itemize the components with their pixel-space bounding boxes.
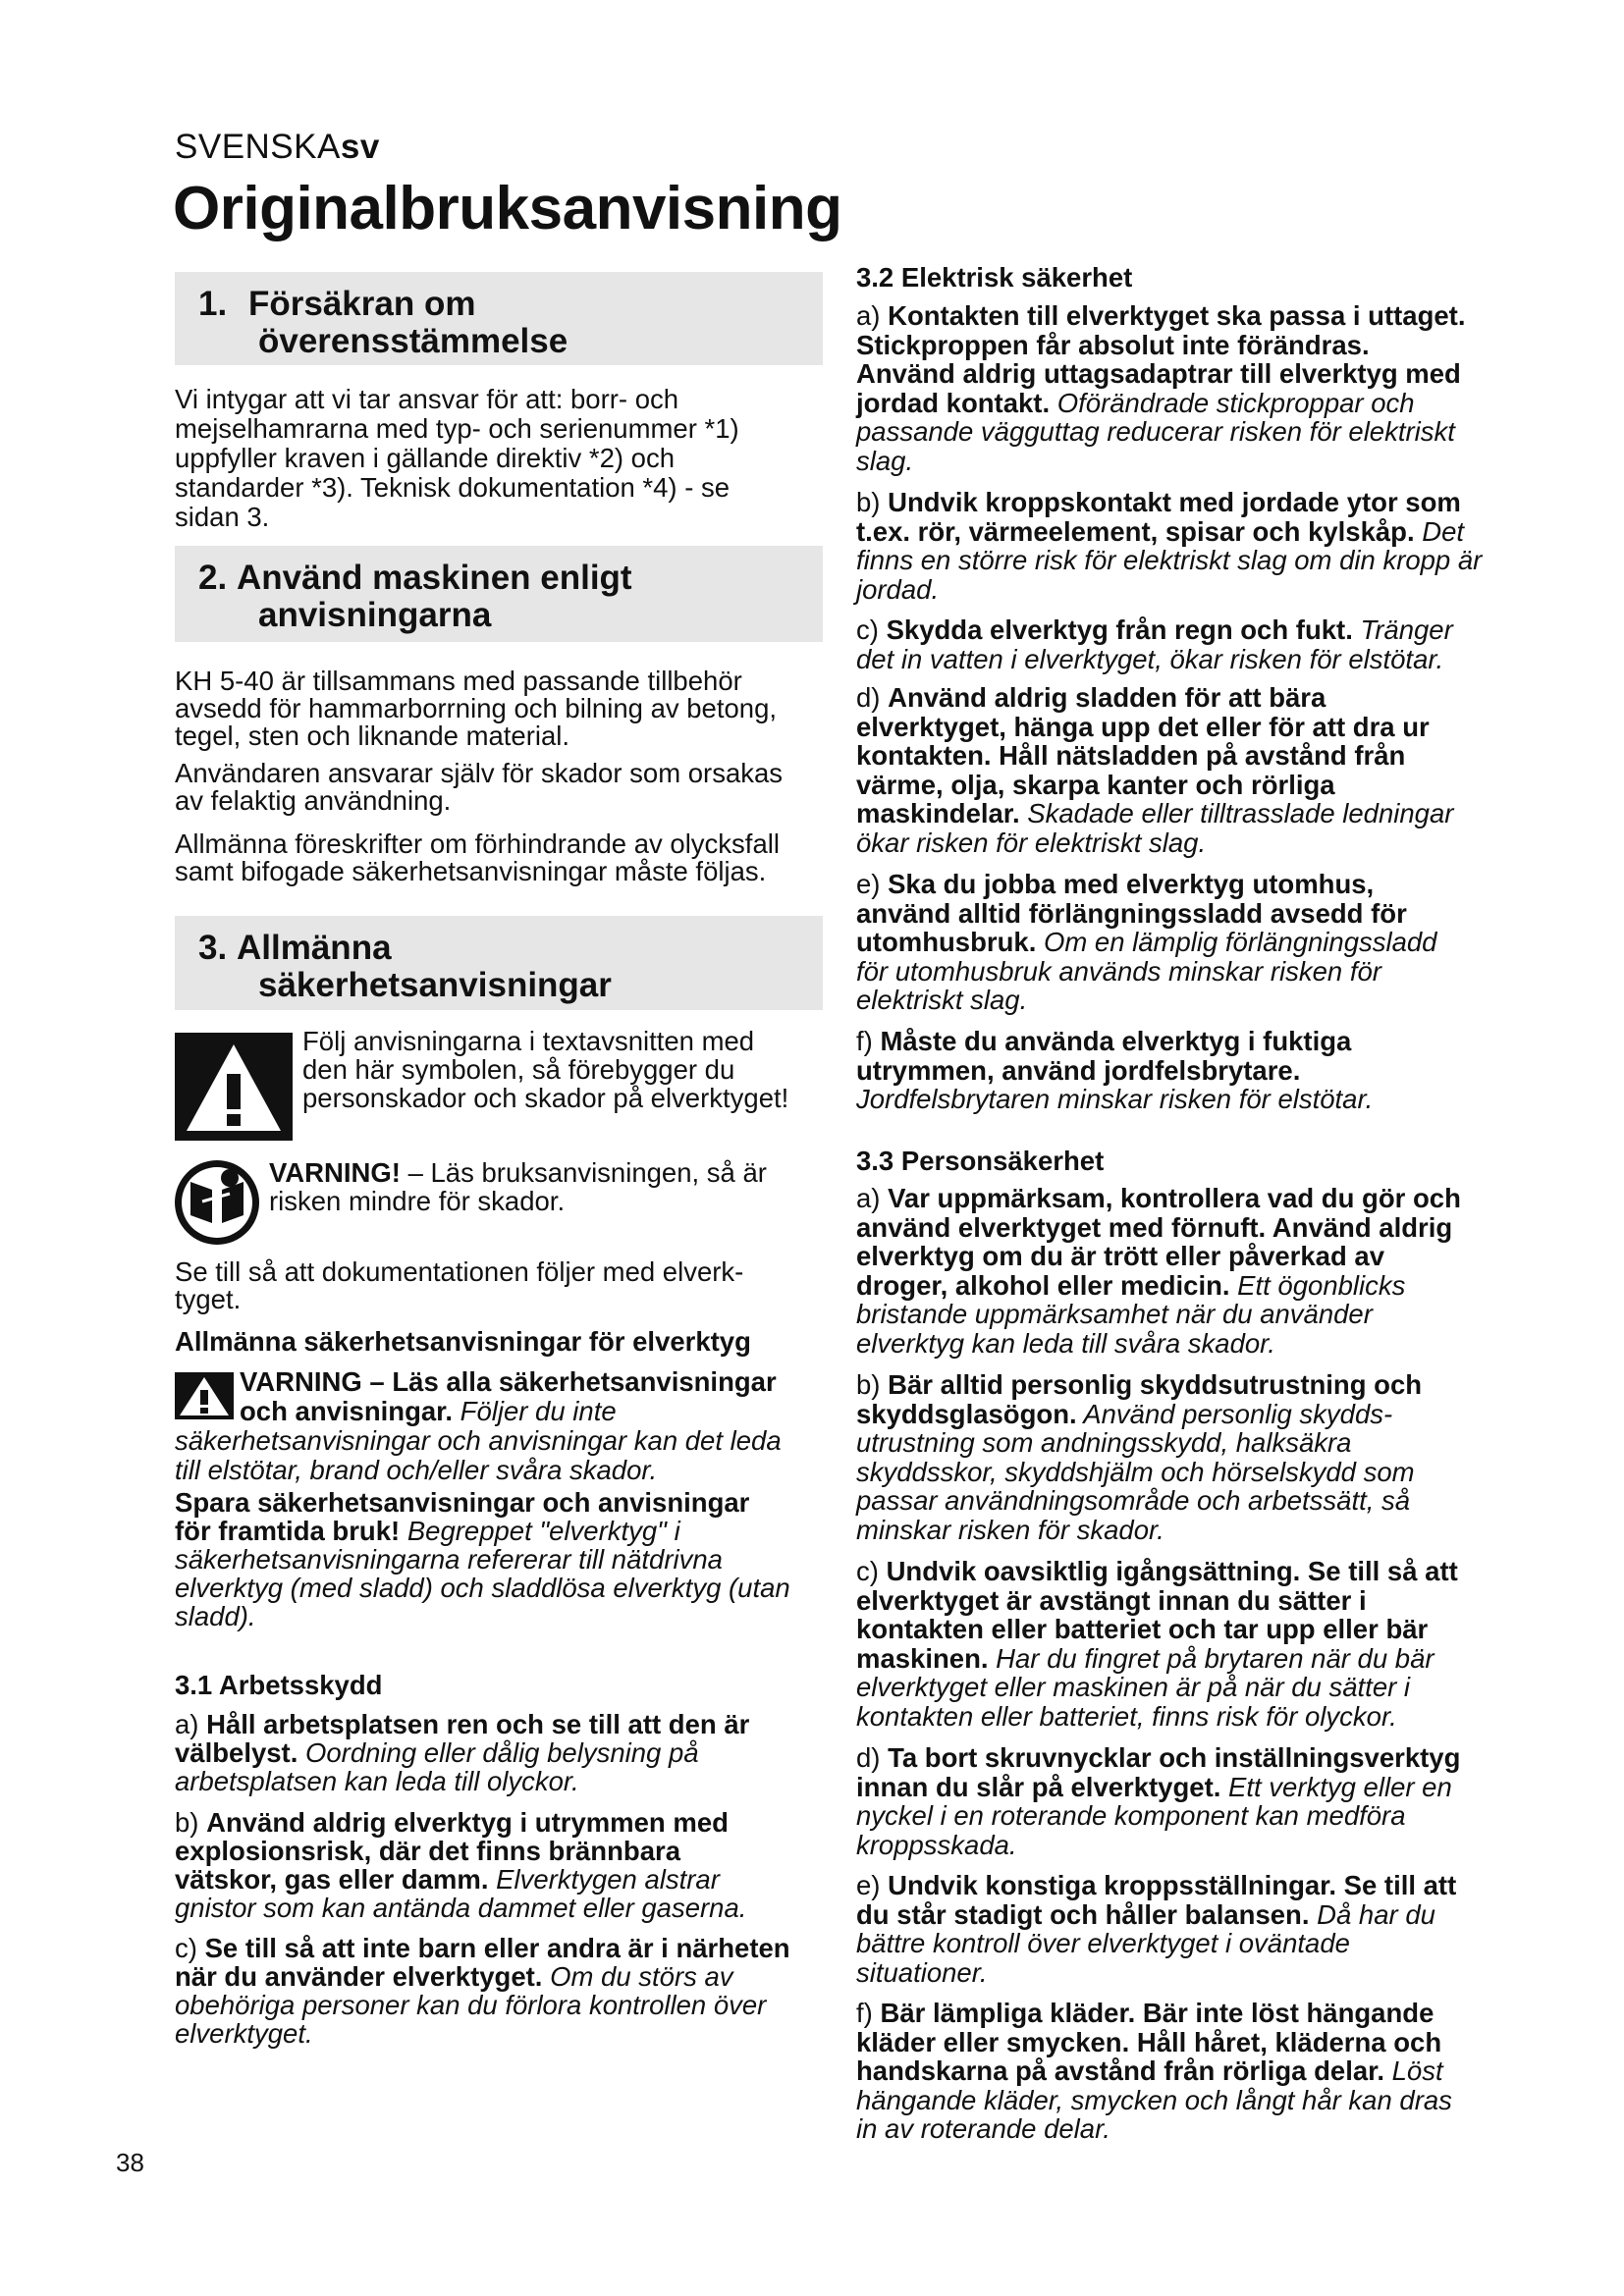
- section-2-paragraph-2: Användaren ansvarar själv för skador som orsakas av felaktig användning.: [175, 758, 784, 816]
- symbol-explanation: Följ anvisningarna i textavsnitten med den här symbolen, så förebygger du personskador och skador på elverktyget!: [302, 1026, 789, 1113]
- section-3-3-item-a: a) Var uppmärksam, kontrollera vad du gör och använd elverktyget med förnuft. Använd aldrig elverktyg om du är trött eller påverkad av droger, alkohol eller medicin. Ett ögonblicks bristande uppmärksamhet när du använder elverktyg kan leda till svåra skador.: [856, 1183, 1461, 1359]
- page-number: 38: [116, 2148, 144, 2177]
- section-3-3-item-e: e) Undvik konstiga kroppsställningar. Se till att du står stadigt och håller balansen. Då har du bättre kontroll över elverktyget i oväntade situationer.: [856, 1870, 1457, 1988]
- section-3-2-item-e: e) Ska du jobba med elverktyg utomhus, använd alltid förlängningssladd avsedd för utomhusbruk. Om en lämplig förlängningssladd för utomhusbruk används minskar risken för elektriskt slag.: [856, 869, 1437, 1015]
- section-2-heading: 2. Använd maskinen enligt anvisningarna: [175, 546, 823, 642]
- language-label: SVENSKAsv: [175, 128, 380, 166]
- section-3-heading: 3. Allmänna säkerhetsanvisningar: [175, 916, 823, 1010]
- section-1-heading: 1. Försäkran om överensstämmelse: [175, 272, 823, 365]
- section-3-2-item-a: a) Kontakten till elverktyget ska passa i uttaget. Stickproppen får absolut inte förändras. Använd aldrig uttagsadaptrar till elverktyg med jordad kontakt. Oförändrade stickproppar och passande vägguttag reducerar risken för elektriskt slag.: [856, 300, 1466, 476]
- section-3-2-item-b: b) Undvik kroppskontakt med jordade ytor som t.ex. rör, värmeelement, spisar och kylskåp. Det finns en större risk för elektriskt slag om din kropp är jordad.: [856, 487, 1483, 605]
- section-3-1-item-b: b) Använd aldrig elverktyg i utrymmen med explosionsrisk, där det finns brännbara vätskor, gas eller damm. Elverktygen alstrar gnistor som kan antända dammet eller gaserna.: [175, 1807, 747, 1923]
- section-3-2-item-f: f) Måste du använda elverktyg i fuktiga utrymmen, använd jordfelsbrytare. Jordfelsbrytaren minskar risken för elstötar.: [856, 1026, 1374, 1114]
- section-3-1-heading: 3.1 Arbetsskydd: [175, 1670, 383, 1700]
- section-3-3-item-b: b) Bär alltid personlig skyddsutrustning och skyddsglasögon. Använd personlig skydds- utrustning som andningsskydd, halksäkra skyddsskor, skyddshjälm och hörselskydd som passar användningsområde och arbetssätt, så minskar risken för skador.: [856, 1369, 1423, 1545]
- section-3-2-item-c: c) Skydda elverktyg från regn och fukt. Tränger det in vatten i elverktyget, ökar risken för elstötar.: [856, 614, 1453, 674]
- page-title: Originalbruksanvisning: [173, 175, 842, 242]
- section-3-3-item-d: d) Ta bort skruvnycklar och inställningsverktyg innan du slår på elverktyget. Ett verktyg eller en nyckel i en roterande komponent kan medföra kroppsskada.: [856, 1742, 1461, 1860]
- save-instructions: Spara säkerhetsanvisningar och anvisningar för framtida bruk! Begreppet "elverktyg" i säkerhetsanvisningarna refererar till nätdrivna elverktyg (med sladd) och sladdlösa elverktyg (utan sladd).: [175, 1487, 790, 1631]
- section-1-body: Vi intygar att vi tar ansvar för att: borr- och mejselhamrarna med typ- och serienummer *1) uppfyller kraven i gällande direktiv *2) och standarder *3). Teknisk dokumentation *4) - se sidan 3.: [175, 384, 739, 532]
- section-2-paragraph-1: KH 5-40 är tillsammans med passande tillbehör avsedd för hammarborrning och bilning av betong, tegel, sten och liknande material.: [175, 666, 778, 751]
- section-2-paragraph-3: Allmänna föreskrifter om förhindrande av olycksfall samt bifogade säkerhetsanvisningar måste följas.: [175, 828, 780, 886]
- warning-read-manual: VARNING! – Läs bruksanvisningen, så är risken mindre för skador.: [269, 1157, 767, 1216]
- warning-read-all: VARNING – Läs alla säkerhetsanvisningar och anvisningar. Följer du inte säkerhetsanvisningar och anvisningar kan det leda till elstötar, brand och/eller svåra skador.: [175, 1366, 782, 1485]
- warning-triangle-icon: [175, 1033, 293, 1141]
- section-3-3-item-c: c) Undvik oavsiktlig igångsättning. Se till så att elverktyget är avstängt innan du sätter i kontakten eller batteriet och tar upp eller bär maskinen. Har du fingret på brytaren när du bär elverktyget eller maskinen är på när du sätter i kontakten eller batteriet, finns risk för olyckor.: [856, 1556, 1458, 1732]
- general-safety-heading: Allmänna säkerhetsanvisningar för elverktyg: [175, 1326, 751, 1357]
- section-3-2-heading: 3.2 Elektrisk säkerhet: [856, 262, 1133, 293]
- read-manual-icon: [173, 1158, 261, 1247]
- section-3-2-item-d: d) Använd aldrig sladden för att bära elverktyget, hänga upp det eller för att dra ur kontakten. Håll nätsladden på avstånd från värme, olja, skarpa kanter och rörliga maskindelar. Skadade eller tilltrasslade ledningar ökar risken för elektriskt slag.: [856, 682, 1454, 858]
- section-3-1-item-c: c) Se till så att inte barn eller andra är i närheten när du använder elverktyget. Om du störs av obehöriga personer kan du förlora kontrollen över elverktyget.: [175, 1933, 790, 2049]
- section-3-3-item-f: f) Bär lämpliga kläder. Bär inte löst hängande kläder eller smycken. Håll håret, kläderna och handskarna på avstånd från rörliga delar. Löst hängande kläder, smycken och långt hår kan dras in av roterande delar.: [856, 1998, 1452, 2144]
- documentation-note: Se till så att dokumentationen följer med elverk- tyget.: [175, 1256, 744, 1314]
- section-3-1-item-a: a) Håll arbetsplatsen ren och se till att den är välbelyst. Oordning eller dålig belysning på arbetsplatsen kan leda till olyckor.: [175, 1709, 750, 1796]
- section-3-3-heading: 3.3 Personsäkerhet: [856, 1146, 1105, 1176]
